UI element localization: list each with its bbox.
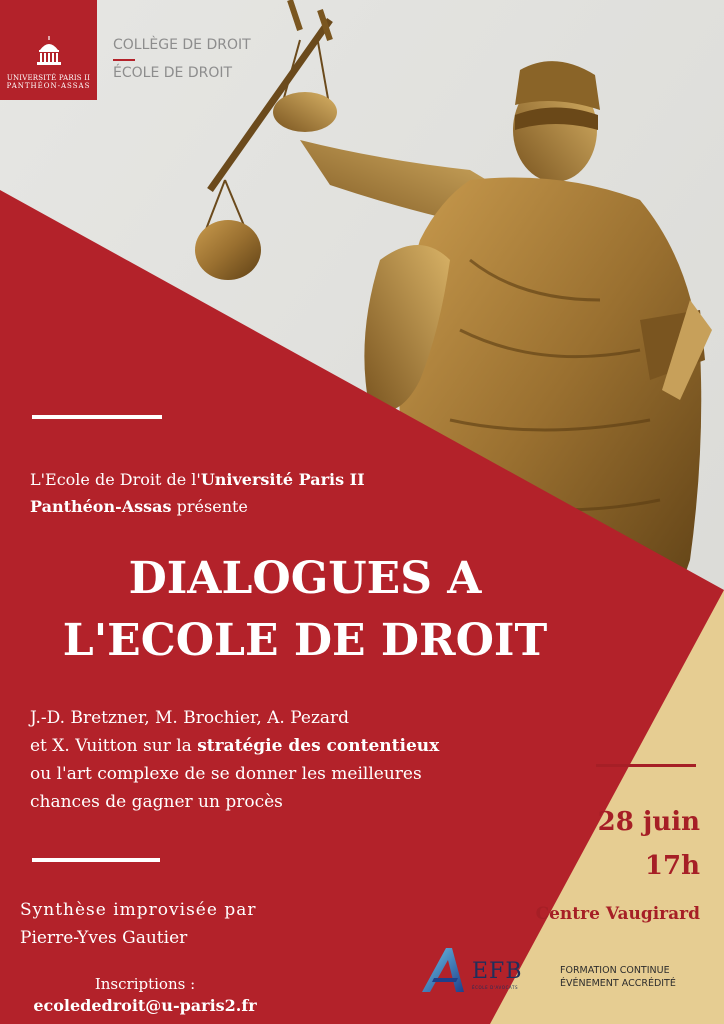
college-line-2: ÉCOLE DE DROIT <box>113 65 233 81</box>
event-time: 17h <box>644 851 700 881</box>
inscriptions-label: Inscriptions : <box>94 975 196 993</box>
inscriptions-email-link[interactable]: ecolededroit@u-paris2.fr <box>33 996 257 1015</box>
title-line-2: L'ECOLE DE DROIT <box>62 615 548 666</box>
event-date: 28 juin <box>597 807 700 837</box>
college-line-1: COLLÈGE DE DROIT <box>113 37 251 53</box>
synthesis-line-1: Synthèse improvisée par <box>20 900 257 920</box>
date-rule <box>596 764 696 767</box>
logo-line-1: UNIVERSITÉ PARIS II <box>6 74 91 82</box>
event-title <box>0 548 610 672</box>
intro-text <box>30 466 430 520</box>
event-description <box>30 704 550 816</box>
title-line-1: DIALOGUES A <box>128 553 482 604</box>
intro-part-2: présente <box>171 497 248 516</box>
description-line-4: chances de gagner un procès <box>30 792 283 812</box>
description-line-2 <box>30 732 550 760</box>
event-date-time <box>520 800 700 888</box>
synthesis-speaker: Pierre-Yves Gautier <box>20 928 188 948</box>
university-logo <box>0 0 97 100</box>
description-line-2-start: et X. Vuitton sur la <box>30 736 198 756</box>
accreditation-line-1: FORMATION CONTINUE <box>560 965 670 976</box>
event-venue: Centre Vaugirard <box>535 904 700 924</box>
logo-line-2: PANTHÉON-ASSAS <box>6 82 91 90</box>
intro-university-name: Université Paris II Panthéon-Assas <box>30 470 365 516</box>
accreditation-text <box>560 964 676 990</box>
pantheon-dome-icon <box>32 34 66 68</box>
college-heading <box>113 32 251 86</box>
description-line-1: J.-D. Bretzner, M. Brochier, A. Pezard <box>30 708 350 728</box>
accreditation-line-2: ÉVÉNEMENT ACCRÉDITÉ <box>560 978 676 989</box>
synthesis-text <box>20 896 340 952</box>
top-white-rule <box>32 415 162 419</box>
description-line-3: ou l'art complexe de se donner les meilleures <box>30 764 422 784</box>
efb-subtitle: ÉCOLE D'AVOCATS <box>472 985 519 990</box>
bottom-white-rule <box>32 858 160 862</box>
intro-part-1: L'Ecole de Droit de l' <box>30 470 201 489</box>
inscriptions-block <box>0 974 290 1016</box>
description-topic: stratégie des contentieux <box>197 736 440 756</box>
efb-name: EFB <box>472 959 523 984</box>
